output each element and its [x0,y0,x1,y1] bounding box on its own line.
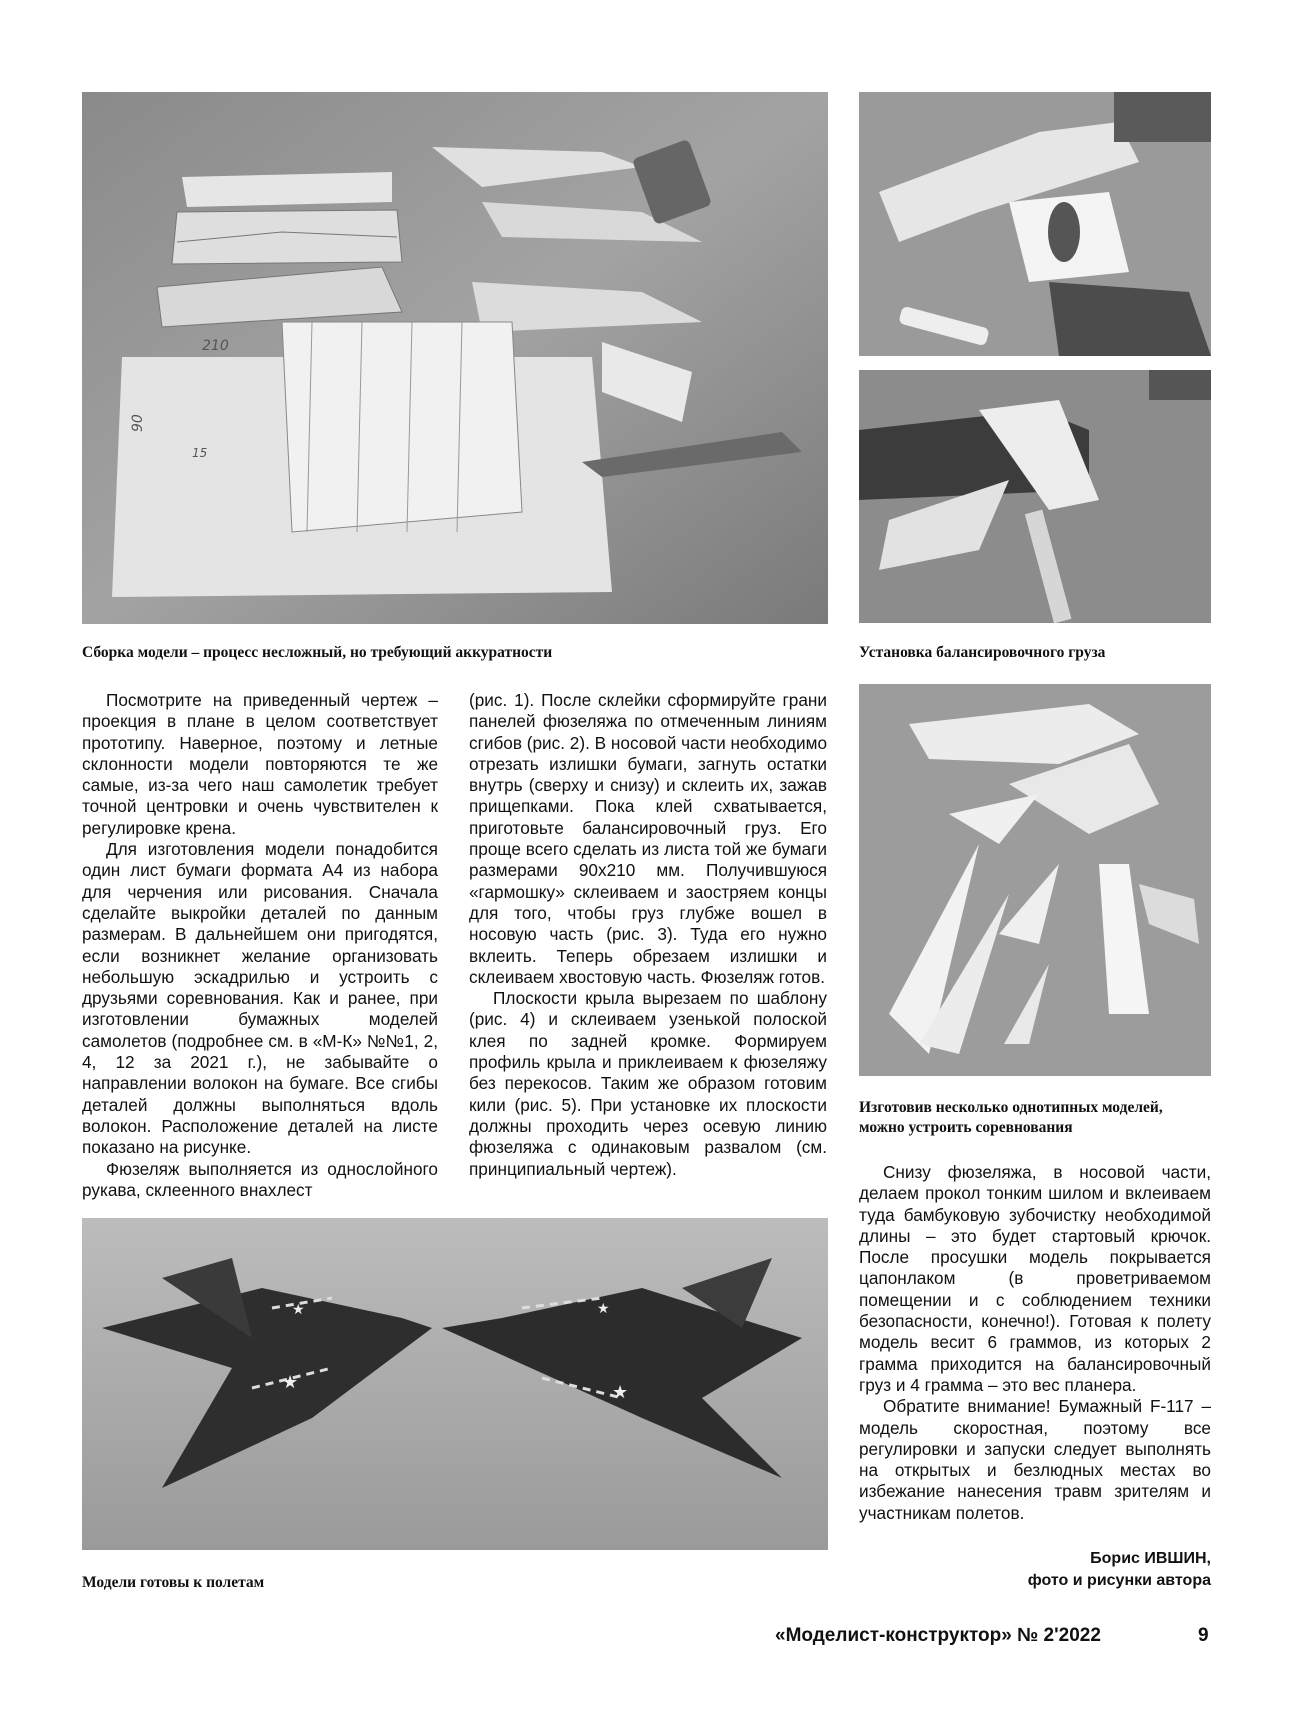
caption-weight: Установка балансировочного груза [859,644,1106,661]
paragraph: Обратите внимание! Бумажный F-117 – модель скоростная, поэтому все регулировки и запуски следует выполнять на открытых и безлюдных местах во избежание нанесения травм зрителям и участникам полетов. [859,1396,1211,1523]
photo-assembly [82,92,828,624]
column-right [859,1162,1211,1524]
caption-competition: Изготовив несколько однотипных моделей, можно устроить соревнования [859,1099,1163,1137]
author-name: Борис ИВШИН, [1090,1550,1211,1567]
svg-text:★: ★ [597,1301,610,1317]
page-number: 9 [1198,1625,1209,1646]
dim-small-label: 15 [192,446,208,460]
paragraph: Для изготовления модели понадобится один лист бумаги формата А4 из набора для черчения или рисования. Сначала сделайте выкройки деталей по данным размерам. В дальнейшем они пригодятся, если возникнет желание организовать небольшую эскадрилью и устроить с друзьями соревнования. Как и ранее, при изготовлении бумажных моделей самолетов (подробнее см. в «М-К» №№1, 2, 4, 12 за 2021 г.), не забывайте о направлении волокон на бумаге. Все сгибы деталей должны выполняться вдоль волокон. Расположение деталей на листе показано на рисунке. [82,839,438,1158]
paragraph: Снизу фюзеляжа, в носовой части, делаем прокол тонким шилом и вклеиваем туда бамбуковую зубочистку необходимой длины – это будет стартовый крючок. После просушки модель покрывается цапонлаком (в проветриваемом помещении и с соблюдением техники безопасности, конечно!). Готовая к полету модель весит 6 граммов, из которых 2 грамма приходится на балансировочный груз и 4 грамма – это вес планера. [859,1162,1211,1395]
photo-weight-top [859,92,1211,356]
svg-text:★: ★ [612,1382,629,1403]
paragraph: Посмотрите на приведенный чертеж – проекция в плане в целом соответствует прототипу. Наверное, поэтому и летные склонности модели повторяются те же самые, из-за чего наш самолетик требует точной центровки и очень чувствителен к регулировке крена. [82,690,438,838]
paragraph: Плоскости крыла вырезаем по шаблону (рис. 4) и склеиваем узенькой полоской клея по задней кромке. Формируем профиль крыла и приклеиваем к фюзеляжу без перекосов. Таким же образом готовим кили (рис. 5). При установке их плоскости должны проходить через осевую линию фюзеляжа с одинаковым развалом (см. принципиальный чертеж). [469,988,827,1179]
footer-magazine: «Моделист-конструктор» № 2'2022 [775,1625,1101,1646]
column-middle [469,690,827,1180]
svg-text:★: ★ [282,1372,299,1393]
photo-weight-bottom [859,370,1211,623]
caption-ready: Модели готовы к полетам [82,1574,265,1591]
photo-ready-models [82,1218,828,1550]
photo-competition [859,684,1211,1076]
author-credit: фото и рисунки автора [1027,1572,1211,1589]
paragraph: Фюзеляж выполняется из однослойного рукава, склеенного внахлест [82,1158,438,1200]
paragraph: (рис. 1). После склейки сформируйте грани панелей фюзеляжа по отмеченным линиям сгибов (рис. 2). В носовой части необходимо отрезать излишки бумаги, загнуть остатки внутрь (сверху и снизу) и склеить их, зажав прищепками. Пока клей схватывается, приготовьте балансировочный груз. Его проще всего сделать из листа той же бумаги размерами 90x210 мм. Получившуюся «гармошку» склеиваем и заостряем концы для того, чтобы груз глубже вошел в носовую часть (рис. 3). Туда его нужно вклеить. Теперь обрезаем излишки и склеиваем хвостовую часть. Фюзеляж готов. [469,690,827,987]
caption-assembly: Сборка модели – процесс несложный, но требующий аккуратности [82,644,553,661]
column-left [82,690,438,1201]
dim-height-label: 90 [130,414,146,432]
author-block [859,1548,1211,1592]
svg-text:★: ★ [292,1302,305,1318]
dim-width-label: 210 [202,338,229,354]
